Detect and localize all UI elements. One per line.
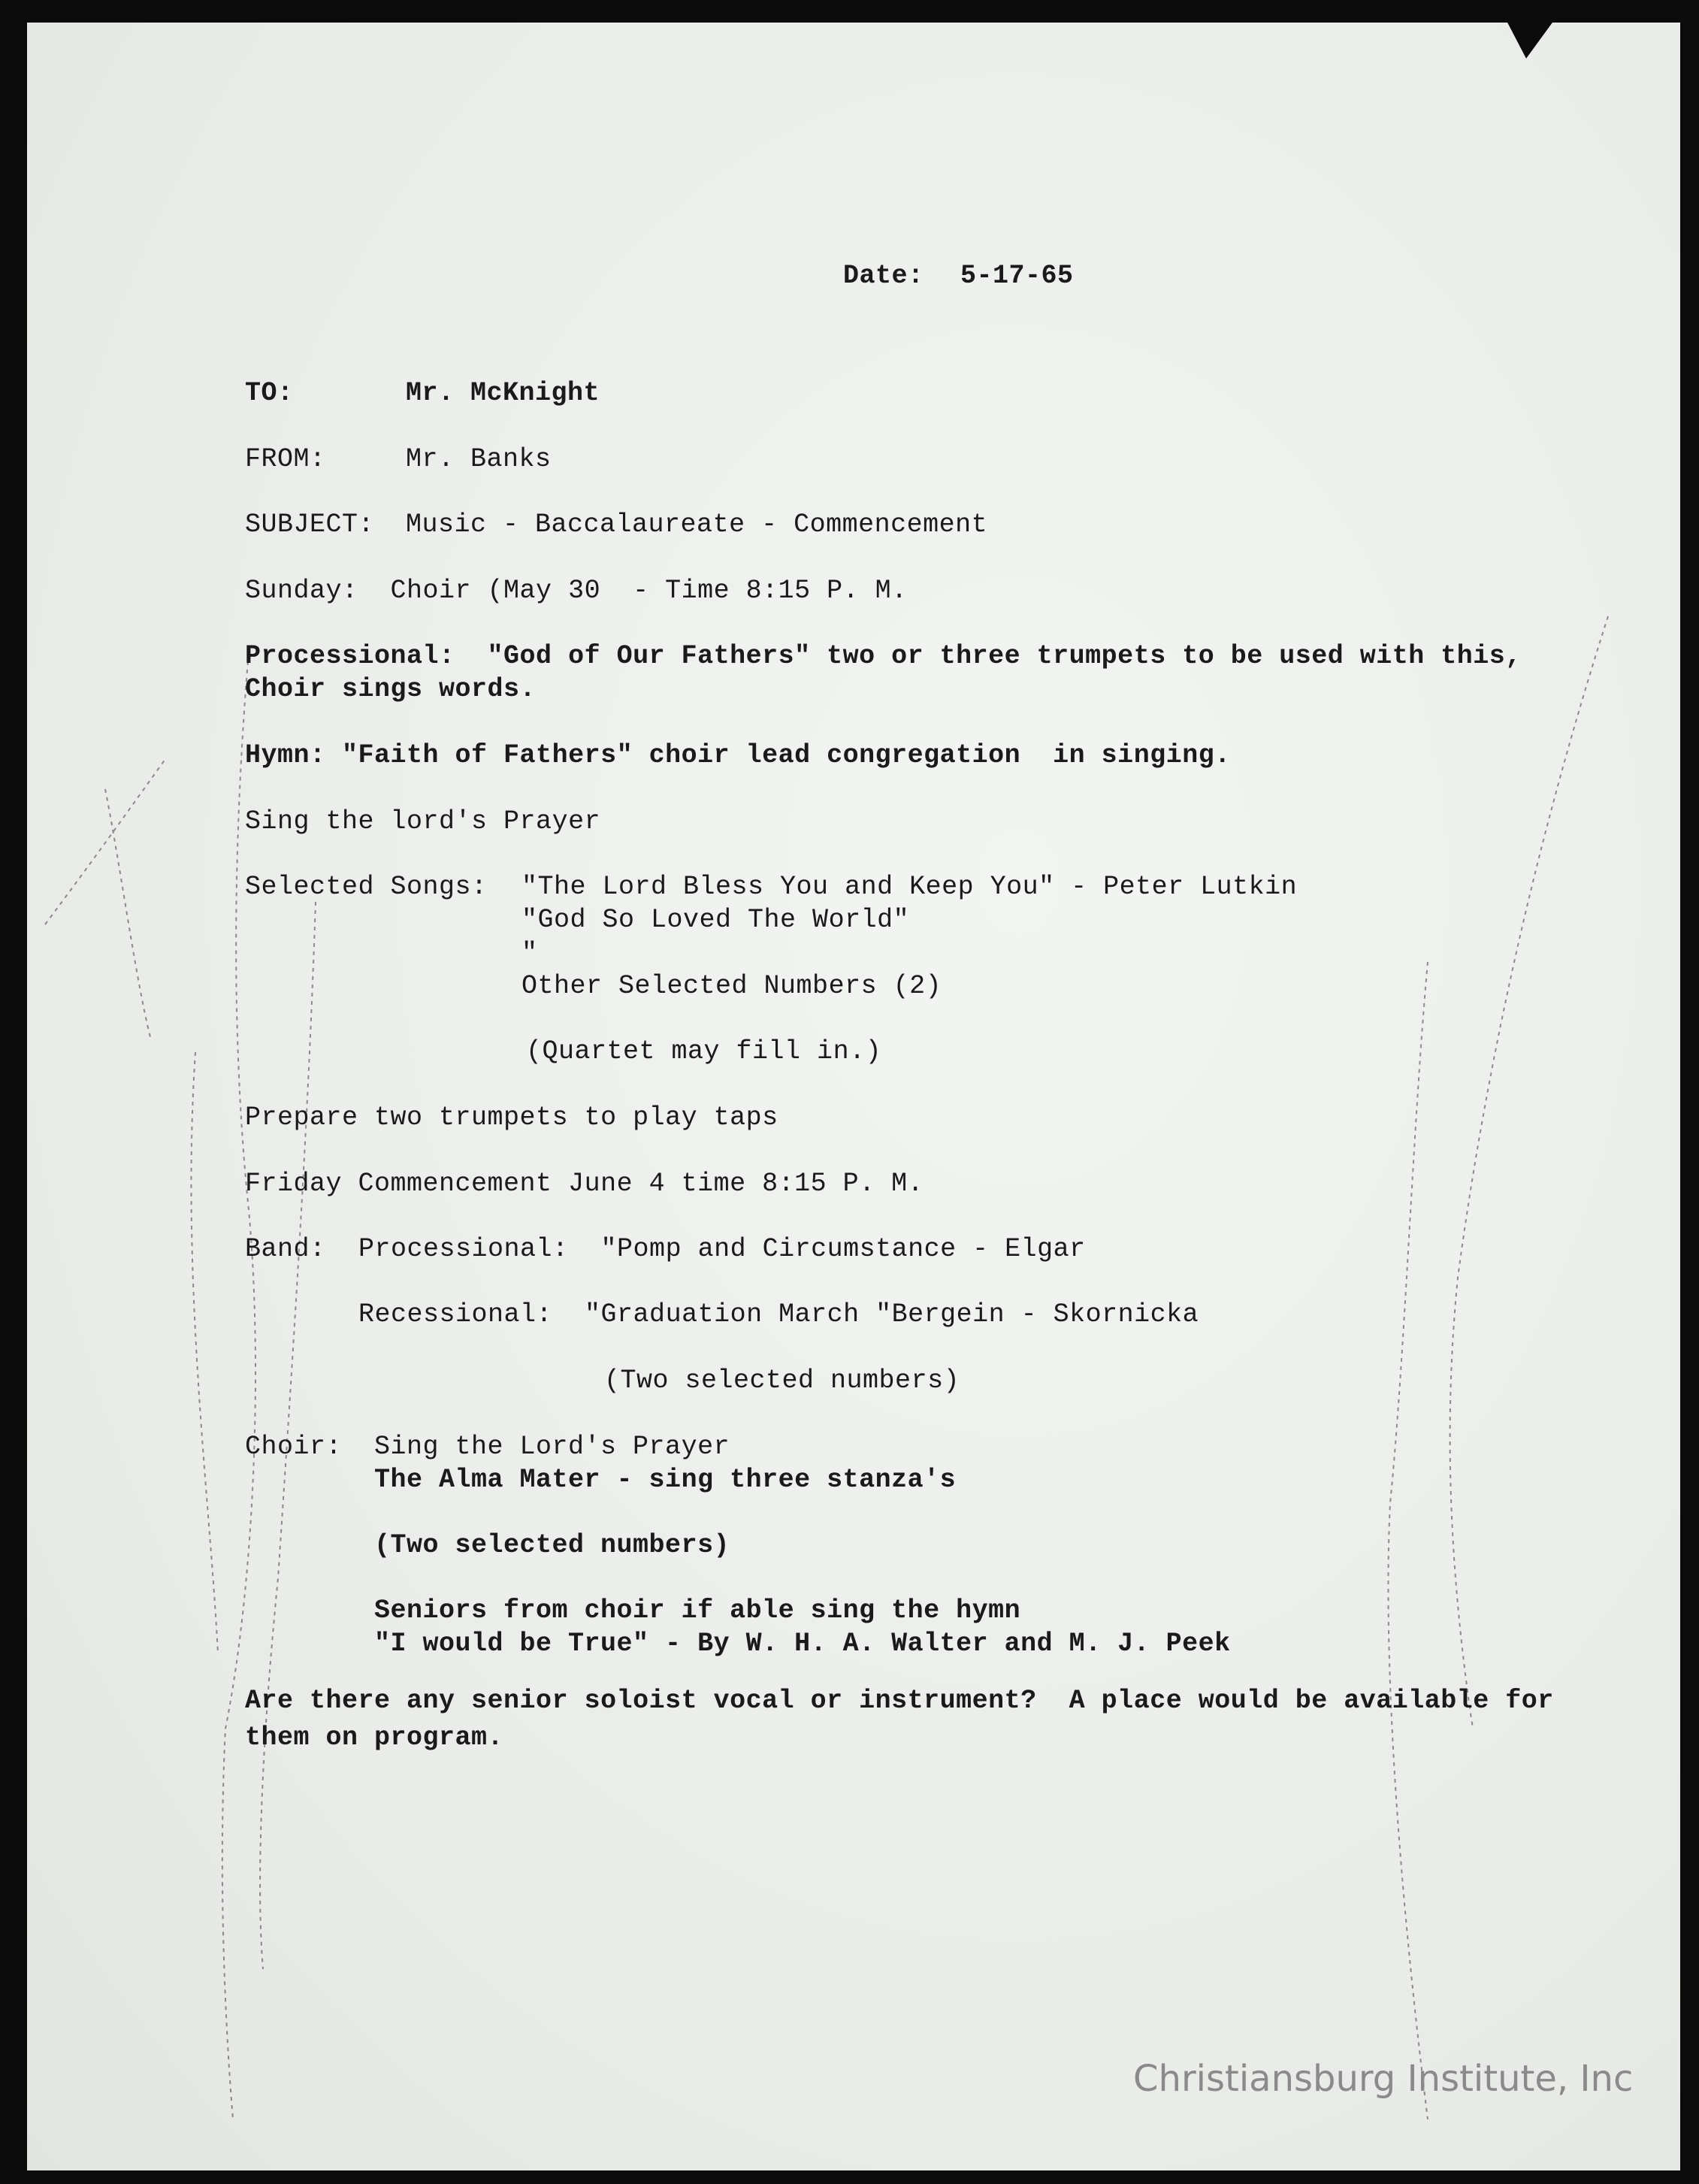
processional-line-1: Processional: "God of Our Fathers" two or three trumpets to be used with this, [245, 641, 1522, 671]
from-value: Mr. Banks [406, 444, 552, 474]
to-label: TO: [245, 378, 294, 408]
song-2: "God So Loved The World" [521, 905, 910, 935]
watermark: Christiansburg Institute, Inc [1133, 2058, 1634, 2100]
subject-value: Music - Baccalaureate - Commencement [406, 510, 988, 540]
choir-selected-numbers: (Two selected numbers) [374, 1530, 730, 1560]
choir-line-1: Sing the Lord's Prayer [374, 1432, 730, 1462]
song-4: Other Selected Numbers (2) [521, 971, 942, 1001]
seniors-line-1: Seniors from choir if able sing the hymn [374, 1596, 1021, 1626]
band-processional: Processional: "Pomp and Circumstance - Elgar [358, 1234, 1086, 1264]
subject-label: SUBJECT: [245, 510, 375, 540]
choir-line-2: The Alma Mater - sing three stanza's [374, 1465, 957, 1495]
date-value: 5-17-65 [960, 261, 1074, 291]
lords-prayer-line: Sing the lord's Prayer [245, 806, 601, 836]
song-3: " [521, 938, 538, 968]
quartet-note: (Quartet may fill in.) [526, 1036, 882, 1066]
hymn-line: Hymn: "Faith of Fathers" choir lead congregation in singing. [245, 740, 1231, 770]
to-value: Mr. McKnight [406, 378, 600, 408]
song-1: "The Lord Bless You and Keep You" - Peter Lutkin [521, 872, 1298, 902]
friday-line: Friday Commencement June 4 time 8:15 P. M. [245, 1169, 924, 1199]
date-label: Date: [843, 261, 924, 291]
processional-line-2: Choir sings words. [245, 674, 537, 704]
taps-line: Prepare two trumpets to play taps [245, 1103, 778, 1133]
sunday-line: Sunday: Choir (May 30 - Time 8:15 P. M. [245, 576, 908, 606]
closing-line-2: them on program. [245, 1723, 504, 1753]
closing-line-1: Are there any senior soloist vocal or instrument? A place would be available for [245, 1686, 1554, 1716]
selected-songs-label: Selected Songs: [245, 872, 488, 902]
band-label: Band: [245, 1234, 326, 1264]
seniors-line-2: "I would be True" - By W. H. A. Walter and M. J. Peek [374, 1629, 1231, 1659]
choir-label: Choir: [245, 1432, 343, 1462]
band-selected-numbers: (Two selected numbers) [604, 1366, 960, 1396]
band-recessional: Recessional: "Graduation March "Bergein - Skornicka [358, 1299, 1199, 1329]
from-label: FROM: [245, 444, 326, 474]
